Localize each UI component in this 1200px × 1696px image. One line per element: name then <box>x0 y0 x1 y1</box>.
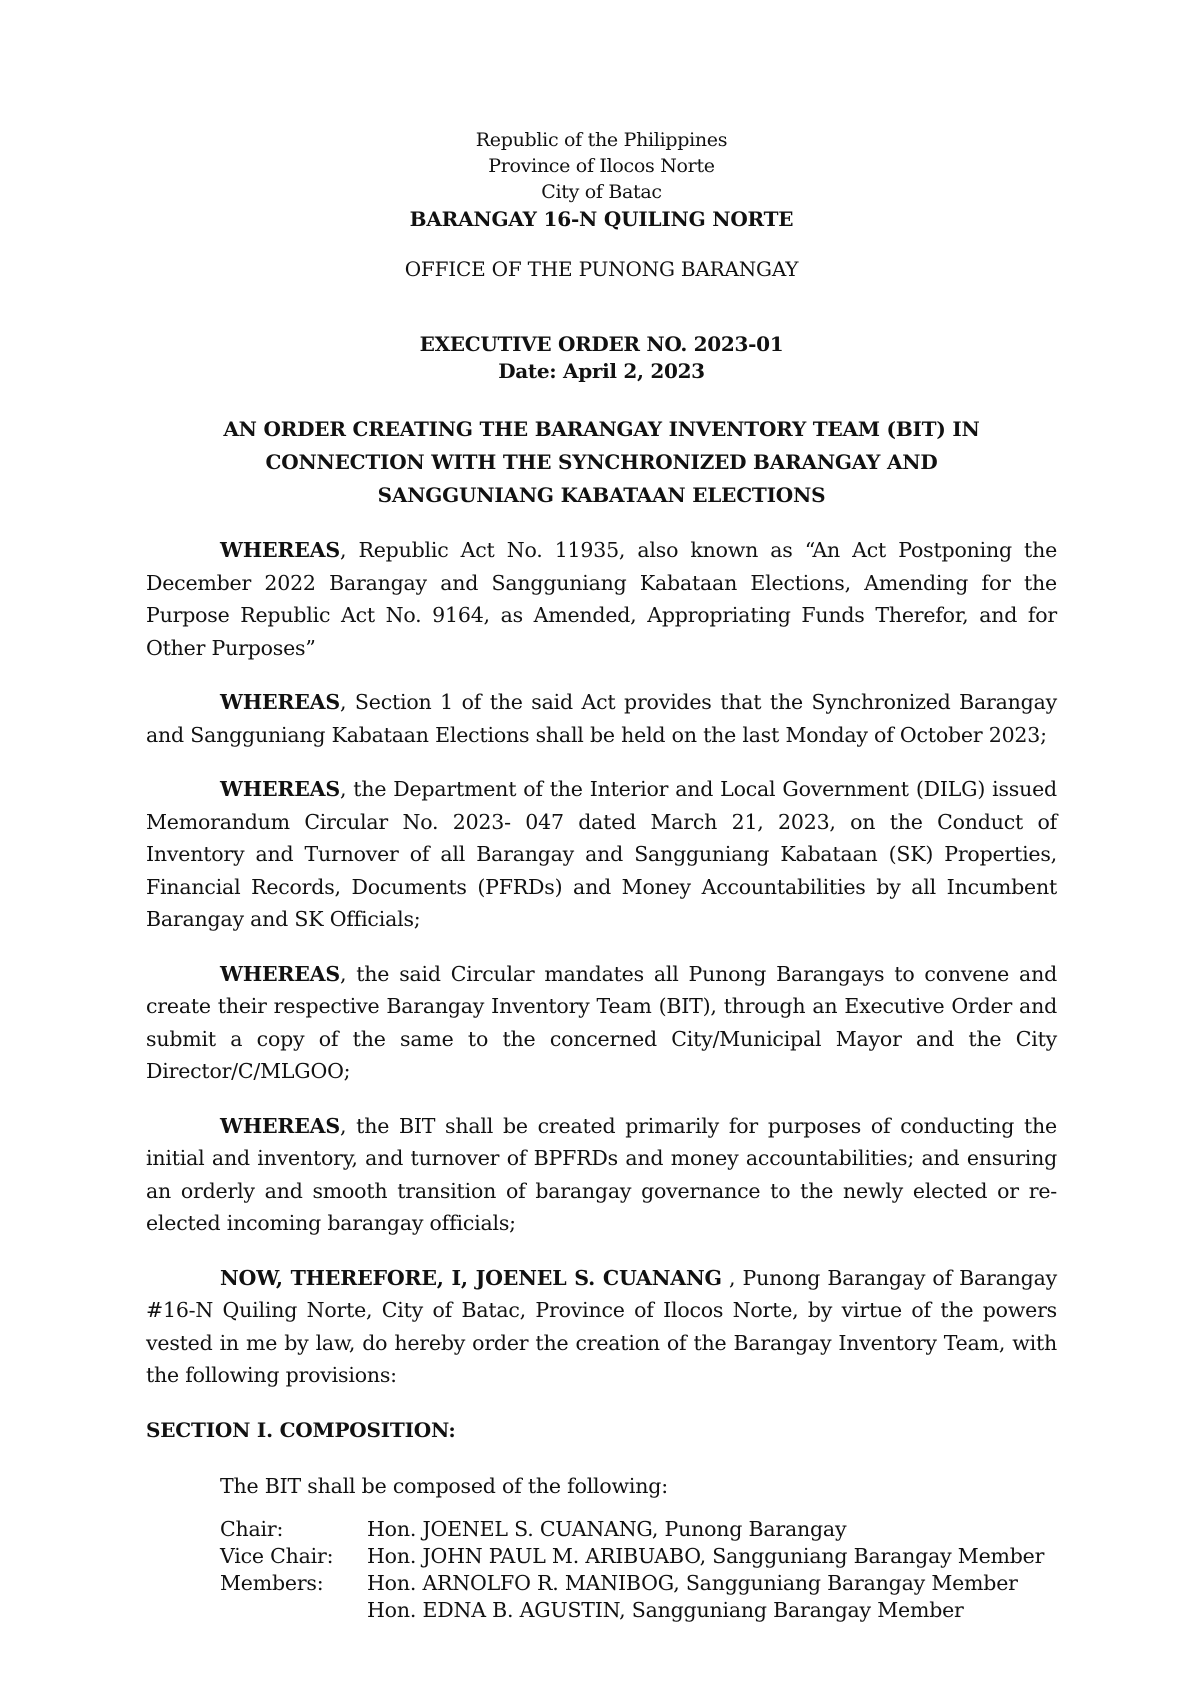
whereas-text: , the BIT shall be created primarily for purposes of conducting the initial and inventory, and turnover of BPFRDs and money accountabilities; and ensuring an orderly and smooth transition of barangay governance to the newly elected or re-elected incoming barangay officials; <box>146 1113 1057 1235</box>
member-name: Hon. ARNOLFO R. MANIBOG, Sangguniang Barangay Member <box>367 1570 1018 1595</box>
letterhead <box>146 127 1057 283</box>
whereas-paragraph-1 <box>146 534 1057 664</box>
member-name: Hon. EDNA B. AGUSTIN, Sangguniang Barangay Member <box>367 1597 964 1622</box>
whereas-lead: WHEREAS <box>220 1113 340 1138</box>
member-role: Chair: <box>220 1516 284 1541</box>
document-body <box>146 127 1057 1624</box>
member-row <box>220 1516 1057 1543</box>
member-list <box>146 1516 1057 1624</box>
therefore-text: , Punong Barangay of Barangay #16-N Quiling Norte, City of Batac, Province of Ilocos Norte, by virtue of the powers vested in me by law, do hereby order the creation of the Barangay Inventory Team, with the following provisions: <box>146 1265 1057 1387</box>
order-heading <box>146 331 1057 385</box>
member-row <box>220 1597 1057 1624</box>
whereas-lead: WHEREAS <box>220 961 340 986</box>
header-city: City of Batac <box>541 181 662 203</box>
section-intro: The BIT shall be composed of the following: <box>220 1473 668 1498</box>
header-barangay: BARANGAY 16-N QUILING NORTE <box>409 207 794 231</box>
whereas-paragraph-5 <box>146 1110 1057 1240</box>
whereas-paragraph-2 <box>146 686 1057 751</box>
header-province: Province of Ilocos Norte <box>488 155 715 177</box>
member-role: Vice Chair: <box>220 1543 334 1568</box>
whereas-paragraph-4 <box>146 958 1057 1088</box>
header-office: OFFICE OF THE PUNONG BARANGAY <box>404 257 799 281</box>
member-role <box>220 1597 367 1624</box>
header-republic: Republic of the Philippines <box>475 129 728 151</box>
member-row <box>220 1570 1057 1597</box>
whereas-lead: WHEREAS <box>220 690 340 714</box>
order-date: Date: April 2, 2023 <box>498 359 705 383</box>
section-heading: SECTION I. COMPOSITION: <box>146 1417 456 1442</box>
whereas-text: , Section 1 of the said Act provides that the Synchronized Barangay and Sangguniang Kabataan Elections shall be held on the last Monday of October 2023; <box>146 690 1057 747</box>
whereas-text: , Republic Act No. 11935, also known as “An Act Postponing the December 2022 Barangay and Sangguniang Kabataan Elections, Amending for the Purpose Republic Act No. 9164, as Amended, Appropriating Funds Therefor, and for Other Purposes” <box>146 538 1057 660</box>
member-name: Hon. JOHN PAUL M. ARIBUABO, Sangguniang Barangay Member <box>367 1543 1045 1568</box>
whereas-text: , the said Circular mandates all Punong Barangays to convene and create their respective Barangay Inventory Team (BIT), through an Executive Order and submit a copy of the same to the concerned City/Municipal Mayor and the City Director/C/MLGOO; <box>146 961 1057 1083</box>
therefore-lead: NOW, THEREFORE, I, JOENEL S. CUANANG <box>220 1265 722 1290</box>
member-name: Hon. JOENEL S. CUANANG, Punong Barangay <box>367 1516 847 1541</box>
member-role: Members: <box>220 1570 324 1595</box>
whereas-paragraph-3 <box>146 773 1057 936</box>
whereas-lead: WHEREAS <box>220 777 340 801</box>
order-number: EXECUTIVE ORDER NO. 2023-01 <box>419 332 784 356</box>
whereas-text: , the Department of the Interior and Local Government (DILG) issued Memorandum Circular No. 2023- 047 dated March 21, 2023, on the Conduct of Inventory and Turnover of all Barangay and Sangguniang Kabataan (SK) Properties, Financial Records, Documents (PFRDs) and Money Accountabilities by all Incumbent Barangay and SK Officials; <box>146 777 1057 931</box>
whereas-lead: WHEREAS <box>220 538 340 562</box>
therefore-paragraph <box>146 1262 1057 1392</box>
member-row <box>220 1543 1057 1570</box>
order-title: AN ORDER CREATING THE BARANGAY INVENTORY TEAM (BIT) IN CONNECTION WITH THE SYNCHRONIZED BARANGAY AND SANGGUNIANG KABATAAN ELECTIONS <box>223 417 980 507</box>
